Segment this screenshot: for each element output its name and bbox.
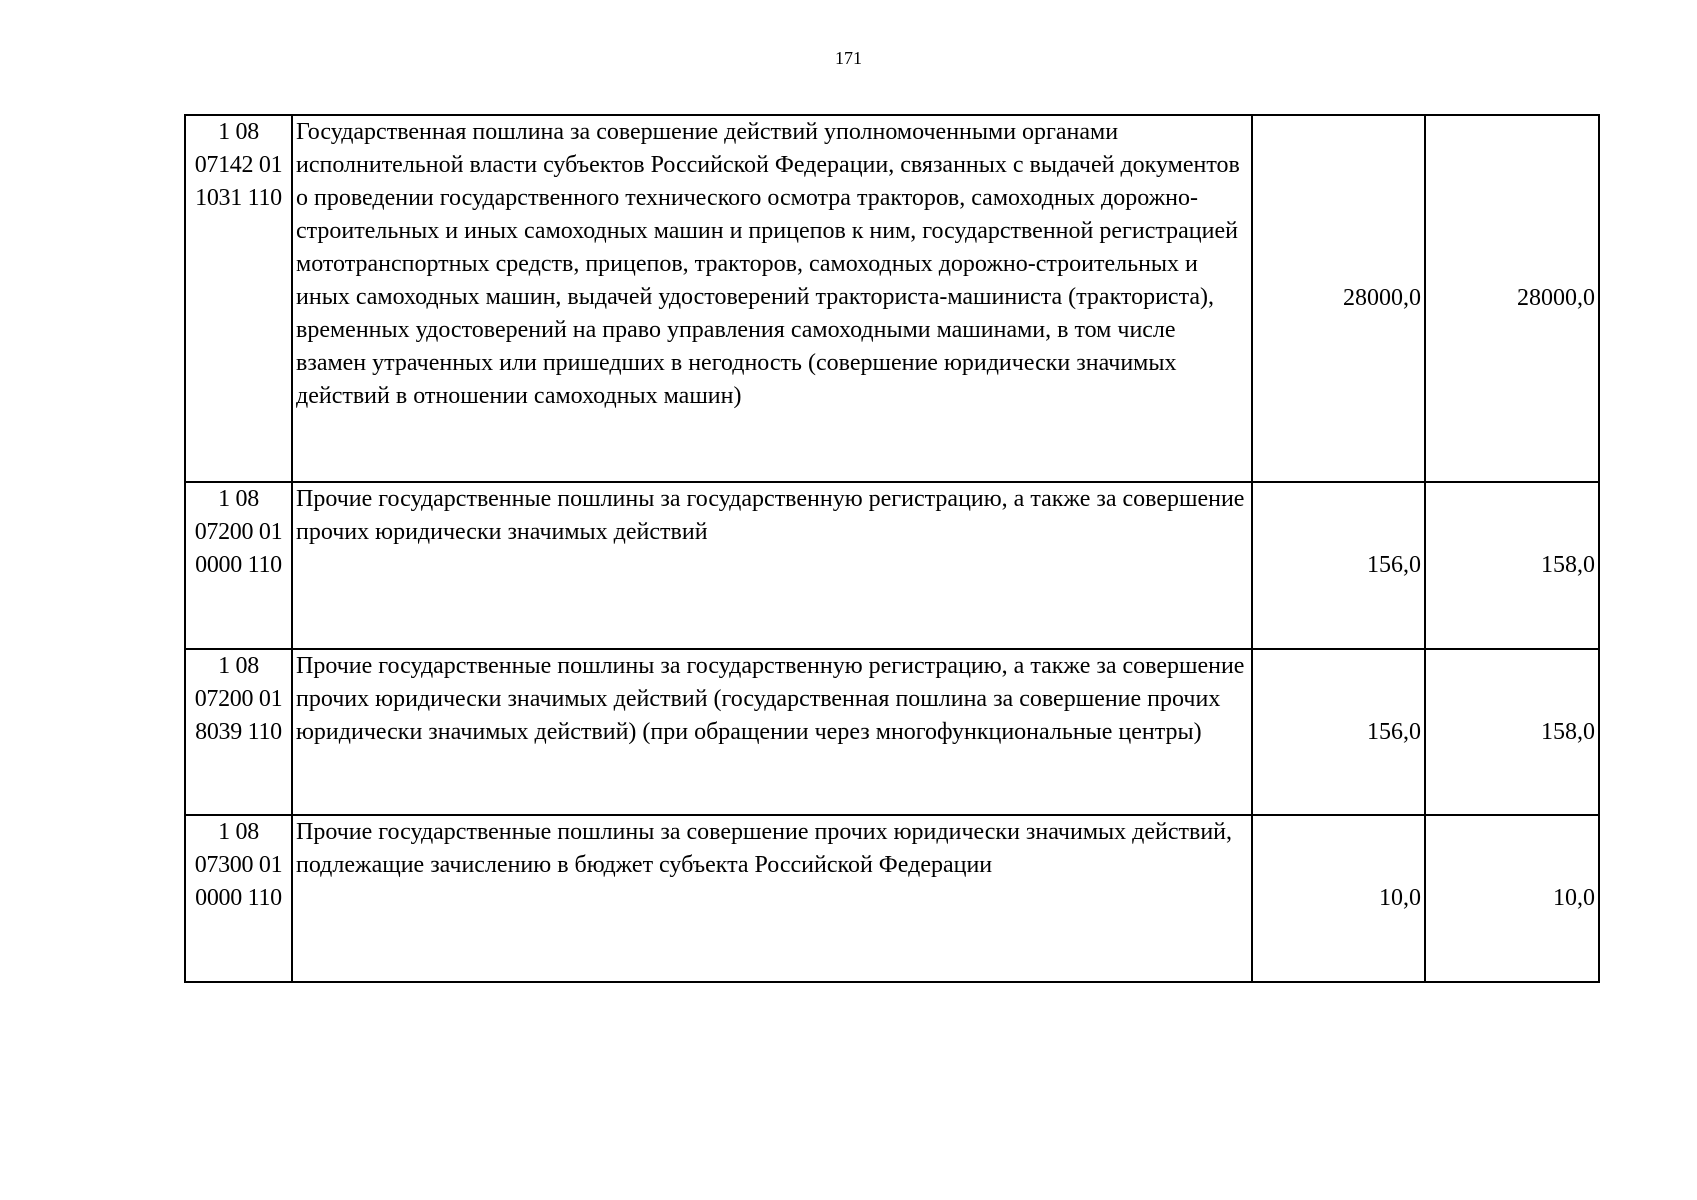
table-row [185, 649, 1599, 815]
table-row [185, 115, 1599, 482]
budget-code-cell: 1 08 07200 01 8039 110 [185, 649, 292, 815]
value-cell-1: 156,0 [1252, 649, 1425, 815]
value-cell-1: 28000,0 [1252, 115, 1425, 482]
page-number: 171 [835, 48, 862, 68]
budget-code-cell: 1 08 07142 01 1031 110 [185, 115, 292, 482]
table-row [185, 815, 1599, 982]
revenue-name-cell: Прочие государственные пошлины за государственную регистрацию, а также за совершение прочих юридически значимых действий (государственная пошлина за совершение прочих юридически значимых действий) (при обращении через многофункциональные центры) [292, 649, 1252, 815]
table-row [185, 482, 1599, 649]
revenue-name-cell: Прочие государственные пошлины за совершение прочих юридически значимых действий, подлежащие зачислению в бюджет субъекта Российской Федерации [292, 815, 1252, 982]
budget-code-cell: 1 08 07200 01 0000 110 [185, 482, 292, 649]
value-cell-2: 28000,0 [1425, 115, 1599, 482]
value-cell-1: 10,0 [1252, 815, 1425, 982]
value-cell-2: 158,0 [1425, 482, 1599, 649]
budget-code-cell: 1 08 07300 01 0000 110 [185, 815, 292, 982]
value-cell-2: 10,0 [1425, 815, 1599, 982]
revenue-name-cell: Государственная пошлина за совершение действий уполномоченными органами исполнительной власти субъектов Российской Федерации, связанных с выдачей документов о проведении государственного технического осмотра тракторов, самоходных дорожно-строительных и иных самоходных машин и прицепов к ним, государственной регистрацией мототранспортных средств, прицепов, тракторов, самоходных дорожно-строительных и иных самоходных машин, выдачей удостоверений тракториста-машиниста (тракториста), временных удостоверений на право управления самоходными машинами, в том числе взамен утраченных или пришедших в негодность (совершение юридически значимых действий в отношении самоходных машин) [292, 115, 1252, 482]
value-cell-2: 158,0 [1425, 649, 1599, 815]
revenue-name-cell: Прочие государственные пошлины за государственную регистрацию, а также за совершение прочих юридически значимых действий [292, 482, 1252, 649]
revenue-table [184, 114, 1600, 983]
value-cell-1: 156,0 [1252, 482, 1425, 649]
